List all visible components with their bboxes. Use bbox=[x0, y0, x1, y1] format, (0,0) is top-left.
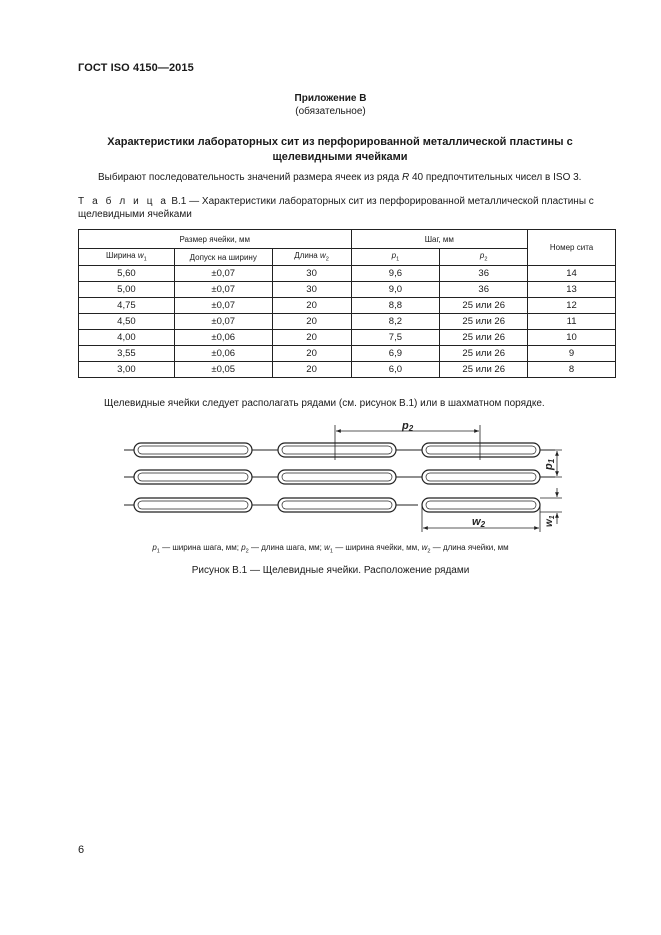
slot-inner bbox=[282, 446, 392, 454]
intro-series: R bbox=[401, 172, 410, 183]
label-w1-symbol: w bbox=[544, 519, 555, 527]
cell-tolerance: ±0,07 bbox=[174, 266, 272, 282]
page-number: 6 bbox=[78, 844, 85, 856]
legend-w2-text: — длина ячейки, мм bbox=[430, 543, 509, 552]
label-p2 bbox=[401, 420, 414, 433]
header-p2-symbol: p bbox=[479, 251, 485, 261]
label-p2-symbol: p bbox=[402, 420, 409, 432]
slot-inner bbox=[138, 473, 248, 481]
annex-title: Приложение В bbox=[294, 93, 367, 104]
cell-w2: 30 bbox=[272, 266, 351, 282]
cell-w2: 20 bbox=[272, 330, 351, 346]
table-label: Т а б л и ц а bbox=[78, 196, 169, 207]
header-length-label: Длина bbox=[294, 251, 318, 261]
slot-inner bbox=[426, 446, 536, 454]
label-w1 bbox=[544, 515, 556, 527]
header-p1-symbol: p bbox=[391, 251, 397, 261]
cell-sieve-number: 10 bbox=[528, 330, 616, 346]
header-length-index: 2 bbox=[325, 256, 329, 263]
table-caption-text: В.1 — Характеристики лабораторных сит из перфорированной металлической пластины с щелевидными ячейками bbox=[78, 196, 594, 220]
cell-w1: 4,00 bbox=[79, 330, 175, 346]
cell-p2: 25 или 26 bbox=[440, 346, 528, 362]
header-p2-index: 2 bbox=[484, 256, 488, 263]
legend-p1-index: 1 bbox=[156, 548, 160, 555]
legend-p2-text: — длина шага, мм; bbox=[248, 543, 325, 552]
label-w2-index: 2 bbox=[480, 520, 486, 529]
legend-w1-index: 1 bbox=[329, 548, 333, 555]
cell-sieve-number: 14 bbox=[528, 266, 616, 282]
cell-sieve-number: 9 bbox=[528, 346, 616, 362]
cell-w1: 5,00 bbox=[79, 282, 175, 298]
header-sieve-number: Номер сита bbox=[528, 230, 616, 266]
arrangement-note: Щелевидные ячейки следует располагать рядами (см. рисунок В.1) или в шахматном порядке. bbox=[104, 398, 545, 409]
cell-w1: 3,55 bbox=[79, 346, 175, 362]
header-width-symbol: w bbox=[137, 251, 144, 261]
cell-w2: 20 bbox=[272, 298, 351, 314]
legend-w1-text: — ширина ячейки, мм, bbox=[332, 543, 422, 552]
figure-caption: Рисунок В.1 — Щелевидные ячейки. Расположение рядами bbox=[191, 565, 470, 576]
cell-w1: 4,50 bbox=[79, 314, 175, 330]
cell-tolerance: ±0,06 bbox=[174, 346, 272, 362]
cell-sieve-number: 12 bbox=[528, 298, 616, 314]
cell-tolerance: ±0,05 bbox=[174, 362, 272, 378]
slot-inner bbox=[282, 501, 392, 509]
intro-text-before: Выбирают последовательность значений размера ячеек из ряда bbox=[98, 172, 400, 183]
legend-p1-text: — ширина шага, мм; bbox=[159, 543, 242, 552]
cell-w2: 20 bbox=[272, 362, 351, 378]
legend-w2-symbol: w bbox=[421, 543, 428, 552]
figure-legend bbox=[0, 543, 661, 555]
header-length-symbol: w bbox=[319, 251, 326, 261]
slot-inner bbox=[138, 446, 248, 454]
legend-w2-index: 2 bbox=[427, 548, 431, 555]
cell-p2: 36 bbox=[440, 282, 528, 298]
cell-p1: 9,6 bbox=[351, 266, 440, 282]
cell-p1: 9,0 bbox=[351, 282, 440, 298]
cell-w2: 20 bbox=[272, 346, 351, 362]
label-p1 bbox=[543, 458, 556, 471]
cell-w1: 5,60 bbox=[79, 266, 175, 282]
cell-w1: 4,75 bbox=[79, 298, 175, 314]
slot-inner bbox=[138, 501, 248, 509]
cell-p1: 7,5 bbox=[351, 330, 440, 346]
label-p1-symbol: p bbox=[543, 463, 555, 470]
label-w1-index: 1 bbox=[549, 515, 556, 520]
cell-p2: 25 или 26 bbox=[440, 362, 528, 378]
label-p1-index: 1 bbox=[547, 458, 556, 464]
header-p1-index: 1 bbox=[396, 256, 400, 263]
cell-tolerance: ±0,07 bbox=[174, 282, 272, 298]
label-p2-index: 2 bbox=[408, 424, 414, 433]
annex-status: (обязательное) bbox=[295, 106, 366, 117]
cell-p1: 8,2 bbox=[351, 314, 440, 330]
label-w2 bbox=[472, 516, 486, 529]
cell-tolerance: ±0,07 bbox=[174, 298, 272, 314]
intro-text-after: 40 предпочтительных чисел в ISO 3. bbox=[411, 172, 582, 183]
legend-w1-symbol: w bbox=[324, 543, 330, 552]
header-width-index: 1 bbox=[143, 256, 147, 263]
header-width-label: Ширина bbox=[106, 251, 136, 261]
header-size: Размер ячейки, мм bbox=[79, 230, 352, 249]
slot-inner bbox=[282, 473, 392, 481]
cell-p1: 6,0 bbox=[351, 362, 440, 378]
slot-inner bbox=[426, 473, 536, 481]
cell-p1: 8,8 bbox=[351, 298, 440, 314]
slot-inner bbox=[426, 501, 536, 509]
section-title: Характеристики лабораторных сит из перфорированной металлической пластины с щелевидными ячейками bbox=[107, 136, 573, 163]
cell-w2: 20 bbox=[272, 314, 351, 330]
label-w2-symbol: w bbox=[472, 516, 481, 528]
cell-tolerance: ±0,07 bbox=[174, 314, 272, 330]
cell-w1: 3,00 bbox=[79, 362, 175, 378]
cell-p2: 25 или 26 bbox=[440, 298, 528, 314]
legend-p2-index: 2 bbox=[245, 548, 249, 555]
cell-p2: 25 или 26 bbox=[440, 314, 528, 330]
legend-p2-symbol: p bbox=[241, 543, 246, 552]
legend-p1-symbol: p bbox=[152, 543, 157, 552]
cell-p2: 36 bbox=[440, 266, 528, 282]
cell-sieve-number: 8 bbox=[528, 362, 616, 378]
cell-p2: 25 или 26 bbox=[440, 330, 528, 346]
document-header: ГОСТ ISO 4150—2015 bbox=[78, 62, 194, 74]
cell-p1: 6,9 bbox=[351, 346, 440, 362]
header-pitch: Шаг, мм bbox=[351, 230, 528, 249]
cell-tolerance: ±0,06 bbox=[174, 330, 272, 346]
cell-sieve-number: 11 bbox=[528, 314, 616, 330]
cell-sieve-number: 13 bbox=[528, 282, 616, 298]
cell-w2: 30 bbox=[272, 282, 351, 298]
header-tolerance: Допуск на ширину bbox=[174, 249, 272, 266]
